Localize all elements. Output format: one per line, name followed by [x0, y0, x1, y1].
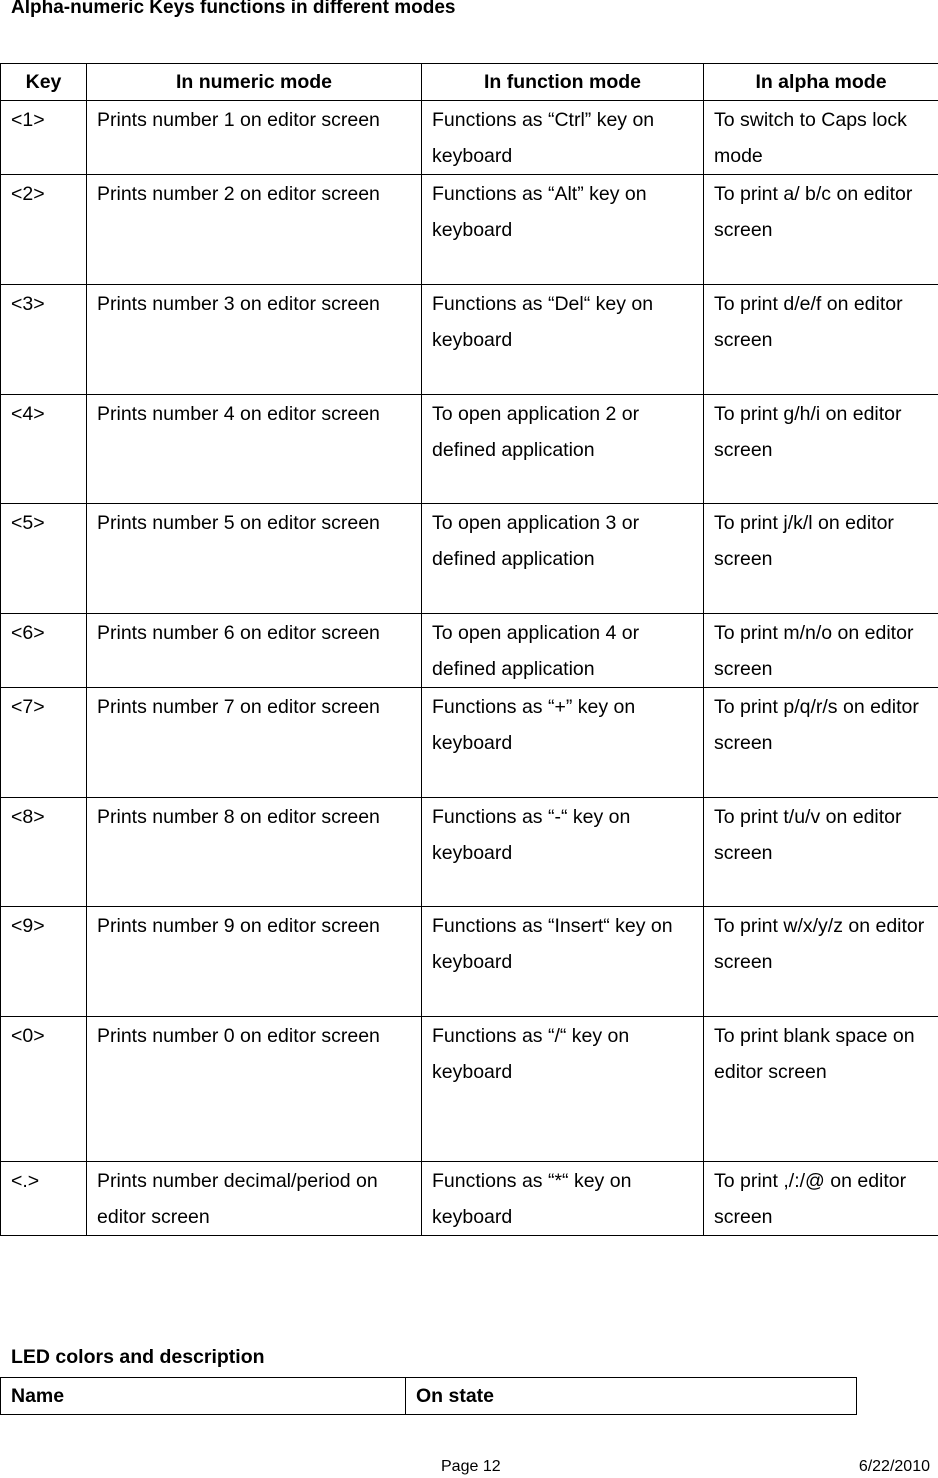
table-row — [1, 101, 938, 175]
function-cell: Functions as “/“ key on keyboard — [422, 1017, 704, 1162]
key-cell: <.> — [1, 1162, 87, 1236]
function-cell: To open application 4 or defined application — [422, 614, 704, 688]
function-cell: Functions as “Insert“ key on keyboard — [422, 907, 704, 1017]
led-header-on-state: On state — [406, 1378, 857, 1415]
key-cell: <7> — [1, 688, 87, 798]
function-cell: Functions as “-“ key on keyboard — [422, 798, 704, 907]
table-row — [1, 798, 938, 907]
key-cell: <8> — [1, 798, 87, 907]
numeric-cell: Prints number 4 on editor screen — [87, 395, 422, 504]
table-row — [1, 1017, 938, 1162]
keys-table — [0, 63, 938, 1236]
alpha-cell: To print p/q/r/s on editor screen — [704, 688, 938, 798]
page-number: Page 12 — [441, 1458, 501, 1475]
numeric-cell: Prints number 2 on editor screen — [87, 175, 422, 285]
function-cell: To open application 3 or defined application — [422, 504, 704, 614]
table-row — [1, 504, 938, 614]
numeric-cell: Prints number decimal/period on editor screen — [87, 1162, 422, 1236]
key-cell: <9> — [1, 907, 87, 1017]
numeric-cell: Prints number 6 on editor screen — [87, 614, 422, 688]
key-cell: <5> — [1, 504, 87, 614]
numeric-cell: Prints number 1 on editor screen — [87, 101, 422, 175]
footer-date: 6/22/2010 — [858, 1458, 930, 1475]
alpha-cell: To print a/ b/c on editor screen — [704, 175, 938, 285]
key-cell: <6> — [1, 614, 87, 688]
key-cell: <0> — [1, 1017, 87, 1162]
key-cell: <4> — [1, 395, 87, 504]
alpha-cell: To print t/u/v on editor screen — [704, 798, 938, 907]
table-row — [1, 175, 938, 285]
table-row — [1, 907, 938, 1017]
key-cell: <3> — [1, 285, 87, 395]
table-row — [1, 395, 938, 504]
table-row — [1, 614, 938, 688]
alpha-cell: To print ,/:/@ on editor screen — [704, 1162, 938, 1236]
page-title: Alpha-numeric Keys functions in different modes — [11, 0, 456, 18]
function-cell: To open application 2 or defined application — [422, 395, 704, 504]
table-header-row — [1, 64, 938, 101]
numeric-cell: Prints number 5 on editor screen — [87, 504, 422, 614]
numeric-cell: Prints number 8 on editor screen — [87, 798, 422, 907]
led-table — [0, 1377, 857, 1415]
key-cell: <2> — [1, 175, 87, 285]
alpha-cell: To print j/k/l on editor screen — [704, 504, 938, 614]
numeric-cell: Prints number 9 on editor screen — [87, 907, 422, 1017]
numeric-cell: Prints number 3 on editor screen — [87, 285, 422, 395]
header-key: Key — [1, 64, 87, 101]
alpha-cell: To print blank space on editor screen — [704, 1017, 938, 1162]
function-cell: Functions as “+” key on keyboard — [422, 688, 704, 798]
alpha-cell: To print g/h/i on editor screen — [704, 395, 938, 504]
alpha-cell: To print w/x/y/z on editor screen — [704, 907, 938, 1017]
led-header-name: Name — [1, 1378, 406, 1415]
table-row — [1, 285, 938, 395]
numeric-cell: Prints number 7 on editor screen — [87, 688, 422, 798]
alpha-cell: To print m/n/o on editor screen — [704, 614, 938, 688]
function-cell: Functions as “Del“ key on keyboard — [422, 285, 704, 395]
function-cell: Functions as “Ctrl” key on keyboard — [422, 101, 704, 175]
header-function-mode: In function mode — [422, 64, 704, 101]
numeric-cell: Prints number 0 on editor screen — [87, 1017, 422, 1162]
header-alpha-mode: In alpha mode — [704, 64, 938, 101]
alpha-cell: To print d/e/f on editor screen — [704, 285, 938, 395]
key-cell: <1> — [1, 101, 87, 175]
alpha-cell: To switch to Caps lock mode — [704, 101, 938, 175]
table-row — [1, 1162, 938, 1236]
function-cell: Functions as “*“ key on keyboard — [422, 1162, 704, 1236]
led-section-title: LED colors and description — [11, 1346, 265, 1368]
header-numeric-mode: In numeric mode — [87, 64, 422, 101]
led-header-row — [1, 1378, 857, 1415]
function-cell: Functions as “Alt” key on keyboard — [422, 175, 704, 285]
table-row — [1, 688, 938, 798]
